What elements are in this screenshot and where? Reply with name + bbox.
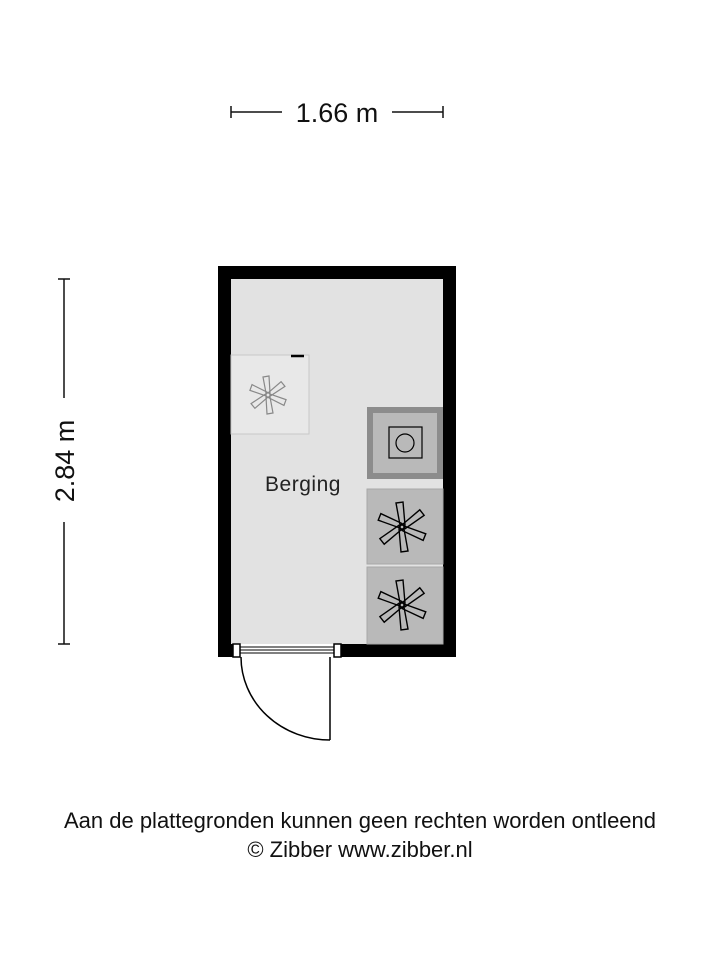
width-label: 1.66 m [295, 98, 379, 128]
fan-unit-right-lower [367, 567, 443, 644]
fan-unit-right-upper [367, 489, 443, 564]
height-label: 2.84 m [50, 419, 80, 503]
width-dimension [231, 98, 443, 128]
door-swing-arc [241, 657, 330, 740]
copyright-text: © Zibber www.zibber.nl [247, 837, 473, 862]
door [241, 657, 330, 740]
fan-unit-left [231, 355, 309, 434]
disclaimer-text: Aan de plattegronden kunnen geen rechten worden ontleend [63, 808, 657, 833]
room-label: Berging [265, 473, 341, 496]
boiler-unit [367, 407, 443, 479]
height-dimension [50, 279, 80, 644]
